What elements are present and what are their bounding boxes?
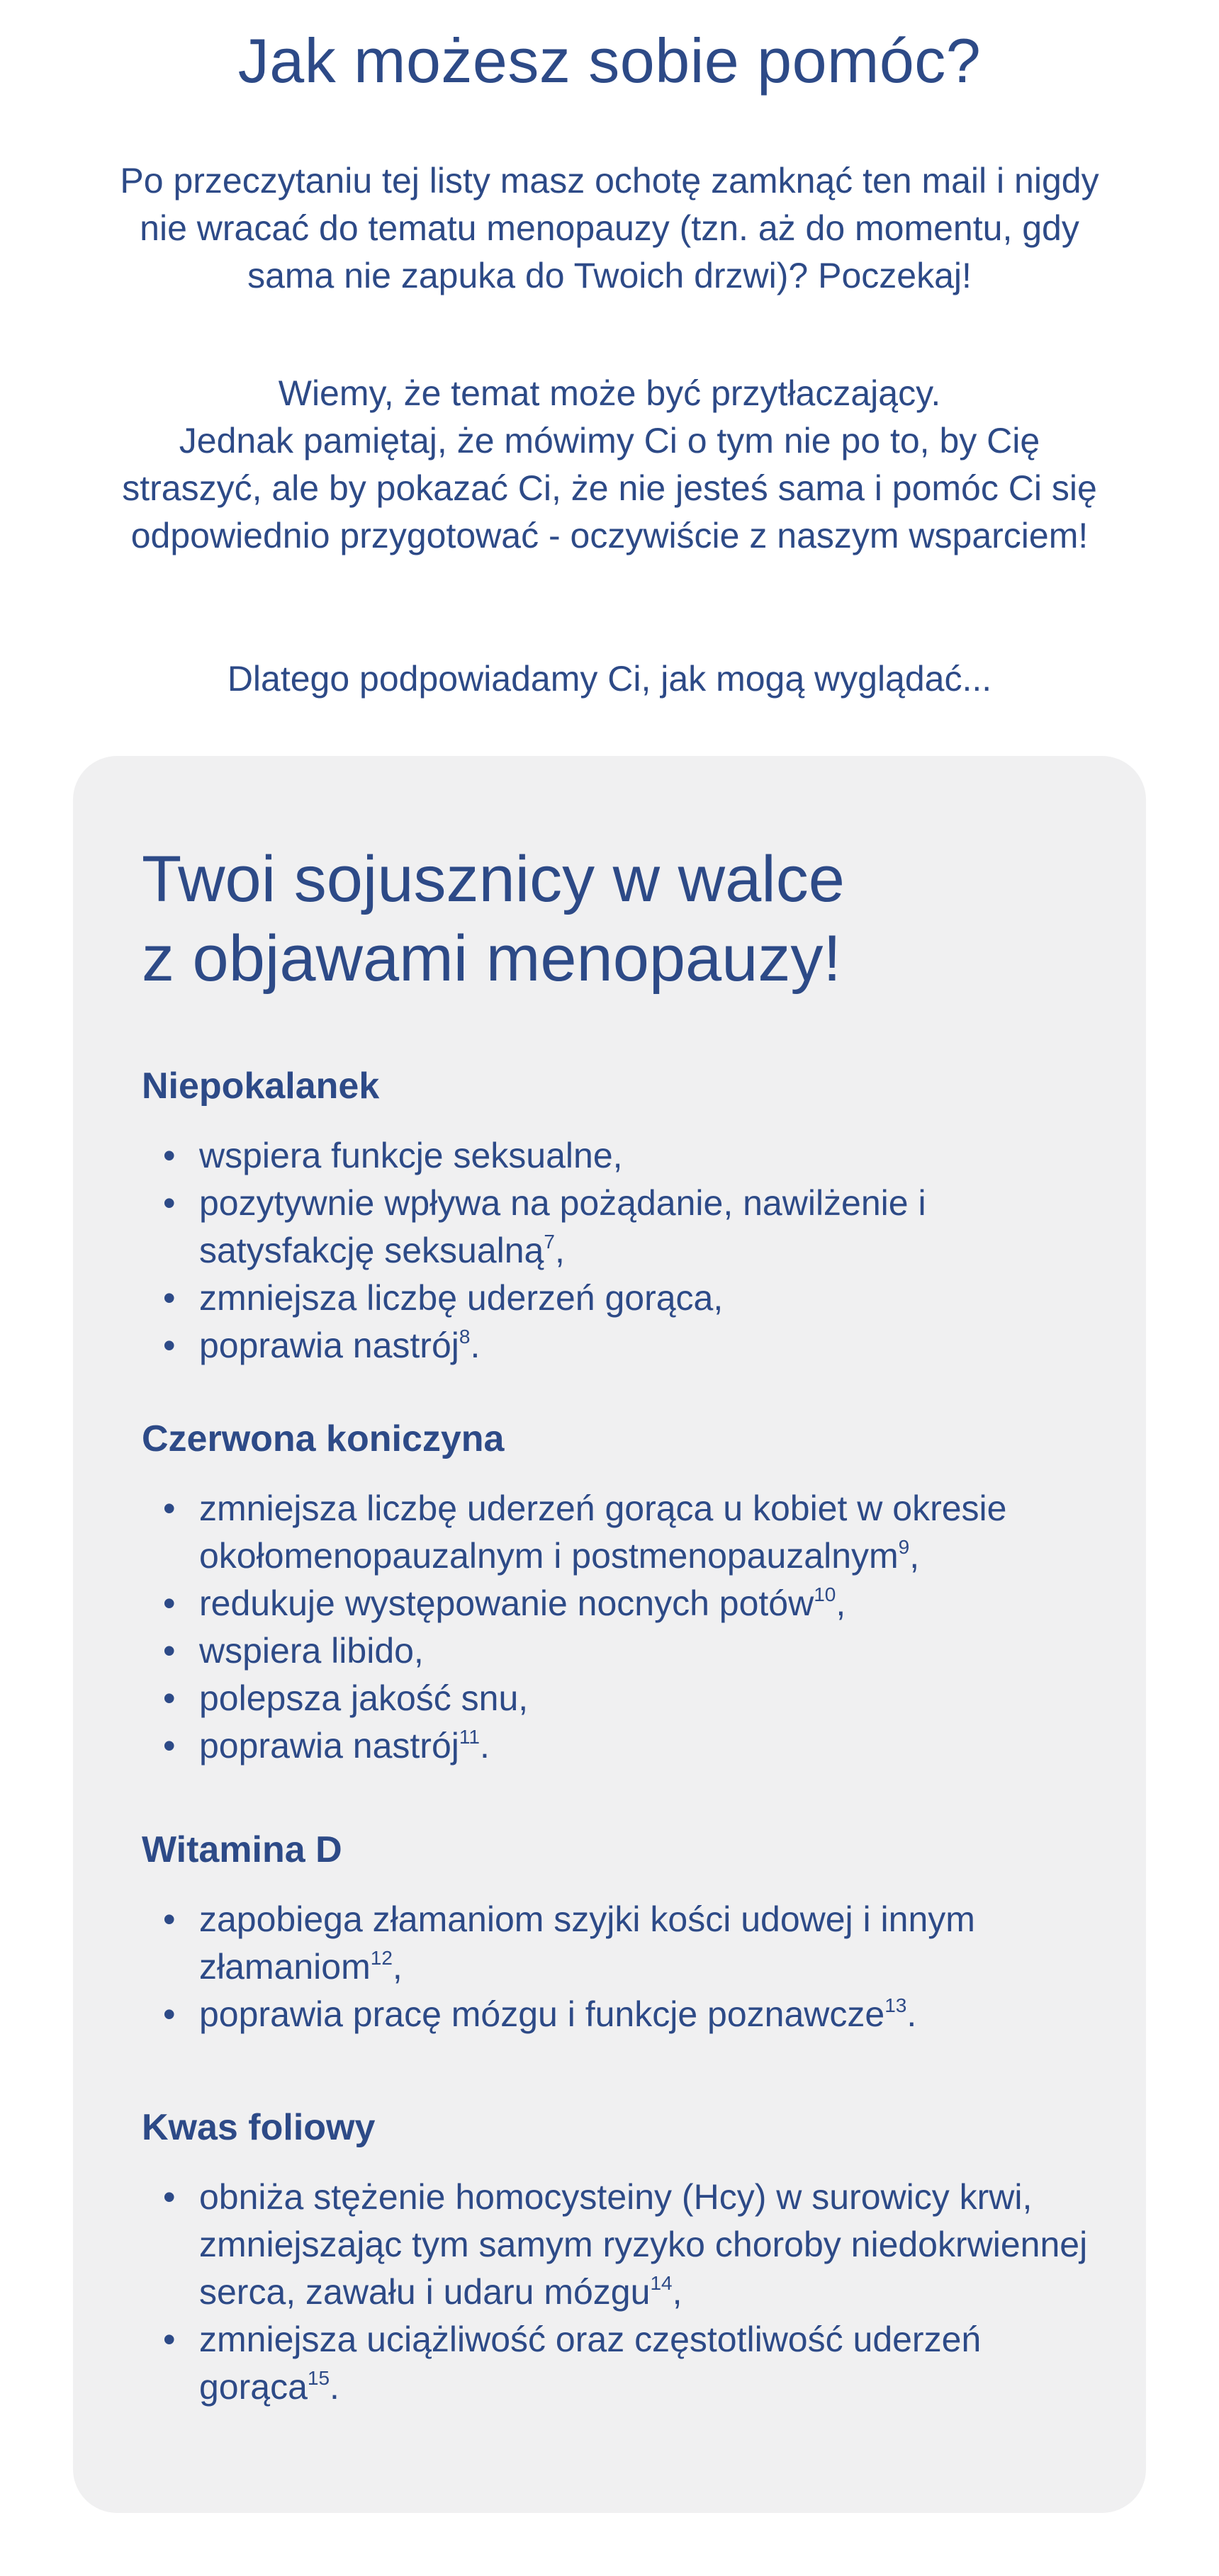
list-item-tail: . xyxy=(479,1726,490,1766)
bullet-icon: • xyxy=(163,1488,176,1528)
benefit-list xyxy=(142,1485,1106,1770)
footnote-ref: 8 xyxy=(459,1326,471,1348)
list-item-text: zapobiega złamaniom szyjki kości udowej i innym złamaniom xyxy=(199,1899,975,1987)
bullet-icon: • xyxy=(163,1583,176,1623)
list-item-text: zmniejsza liczbę uderzeń gorąca, xyxy=(199,1278,724,1318)
section-czerwona-koniczyna xyxy=(142,1416,1106,1770)
bullet-icon: • xyxy=(163,2320,176,2359)
list-item-text: poprawia pracę mózgu i funkcje poznawcze xyxy=(199,1994,885,2034)
list-item xyxy=(142,1627,1106,1675)
intro-paragraph-lead: Dlatego podpowiadamy Ci, jak mogą wyglądać... xyxy=(227,659,992,699)
bullet-icon: • xyxy=(163,1631,176,1671)
intro-paragraph-line: Jednak pamiętaj, że mówimy Ci o tym nie po to, by Cię straszyć, ale by pokazać Ci, że nie jesteś sama i pomóc Ci się odpowiednio przygotować - oczywiście z naszym wsparciem! xyxy=(122,421,1097,555)
footnote-ref: 10 xyxy=(814,1583,836,1605)
section-heading: Witamina D xyxy=(142,1829,342,1870)
list-item xyxy=(142,1132,1106,1180)
section-kwas-foliowy xyxy=(142,2104,1106,2411)
card-title-line: z objawami menopauzy! xyxy=(142,922,841,995)
list-item-text: wspiera funkcje seksualne, xyxy=(199,1136,623,1175)
bullet-icon: • xyxy=(163,1136,176,1175)
list-item-text: zmniejsza liczbę uderzeń gorąca u kobiet w okresie okołomenopauzalnym i postmenopauzalnym xyxy=(199,1488,1007,1576)
list-item-tail: . xyxy=(470,1326,481,1365)
footnote-ref: 12 xyxy=(370,1947,393,1969)
list-item-text: poprawia nastrój xyxy=(199,1326,459,1365)
section-heading: Niepokalanek xyxy=(142,1066,380,1107)
list-item xyxy=(142,1580,1106,1627)
list-item-text: zmniejsza uciążliwość oraz częstotliwość uderzeń gorąca xyxy=(199,2320,982,2407)
list-item-tail: , xyxy=(392,1947,403,1987)
section-heading: Kwas foliowy xyxy=(142,2107,376,2148)
intro-paragraph-reassurance xyxy=(113,370,1106,560)
footnote-ref: 15 xyxy=(307,2367,330,2389)
list-item-text: polepsza jakość snu, xyxy=(199,1678,529,1718)
list-item-text: obniża stężenie homocysteiny (Hcy) w surowicy krwi, zmniejszając tym samym ryzyko choroby niedokrwiennej serca, zawału i udaru mózgu xyxy=(199,2177,1088,2312)
list-item xyxy=(142,2174,1106,2316)
footnote-ref: 7 xyxy=(544,1231,555,1253)
footnote-ref: 11 xyxy=(459,1726,480,1748)
benefit-list xyxy=(142,1132,1106,1369)
benefit-list xyxy=(142,1896,1106,2038)
bullet-icon: • xyxy=(163,2177,176,2217)
card-title-line: Twoi sojusznicy w walce xyxy=(142,843,845,915)
allies-card xyxy=(73,756,1146,2513)
list-item xyxy=(142,2316,1106,2411)
bullet-icon: • xyxy=(163,1994,176,2034)
bullet-icon: • xyxy=(163,1678,176,1718)
section-niepokalanek xyxy=(142,1063,1106,1369)
list-item-tail: , xyxy=(836,1583,846,1623)
list-item-text: redukuje występowanie nocnych potów xyxy=(199,1583,814,1623)
list-item xyxy=(142,1180,1106,1275)
bullet-icon: • xyxy=(163,1278,176,1318)
footnote-ref: 13 xyxy=(884,1994,907,2016)
list-item xyxy=(142,1322,1106,1369)
footnote-ref: 14 xyxy=(650,2272,673,2294)
list-item xyxy=(142,1896,1106,1991)
bullet-icon: • xyxy=(163,1726,176,1766)
list-item xyxy=(142,1675,1106,1722)
section-witamina-d xyxy=(142,1826,1106,2038)
list-item-tail: , xyxy=(554,1231,565,1270)
footnote-ref: 9 xyxy=(898,1536,910,1558)
list-item xyxy=(142,1991,1106,2038)
list-item-tail: . xyxy=(330,2367,339,2407)
list-item-text: pozytywnie wpływa na pożądanie, nawilżenie i satysfakcję seksualną xyxy=(199,1183,926,1270)
intro-paragraph-line: Wiemy, że temat może być przytłaczający. xyxy=(278,373,941,413)
list-item xyxy=(142,1485,1106,1580)
card-title xyxy=(142,840,1063,998)
list-item-tail: , xyxy=(672,2272,682,2312)
bullet-icon: • xyxy=(163,1899,176,1939)
list-item-tail: , xyxy=(909,1536,920,1576)
list-item-text: wspiera libido, xyxy=(199,1631,424,1671)
section-heading: Czerwona koniczyna xyxy=(142,1418,505,1459)
list-item-text: poprawia nastrój xyxy=(199,1726,459,1766)
list-item xyxy=(142,1275,1106,1322)
bullet-icon: • xyxy=(163,1326,176,1365)
intro-heading: Jak możesz sobie pomóc? xyxy=(237,26,982,96)
intro-paragraph: Po przeczytaniu tej listy masz ochotę zamknąć ten mail i nigdy nie wracać do tematu menopauzy (tzn. aż do momentu, gdy sama nie zapuka do Twoich drzwi)? Poczekaj! xyxy=(120,161,1099,295)
list-item xyxy=(142,1722,1106,1770)
list-item-tail: . xyxy=(906,1994,917,2034)
bullet-icon: • xyxy=(163,1183,176,1223)
benefit-list xyxy=(142,2174,1106,2411)
